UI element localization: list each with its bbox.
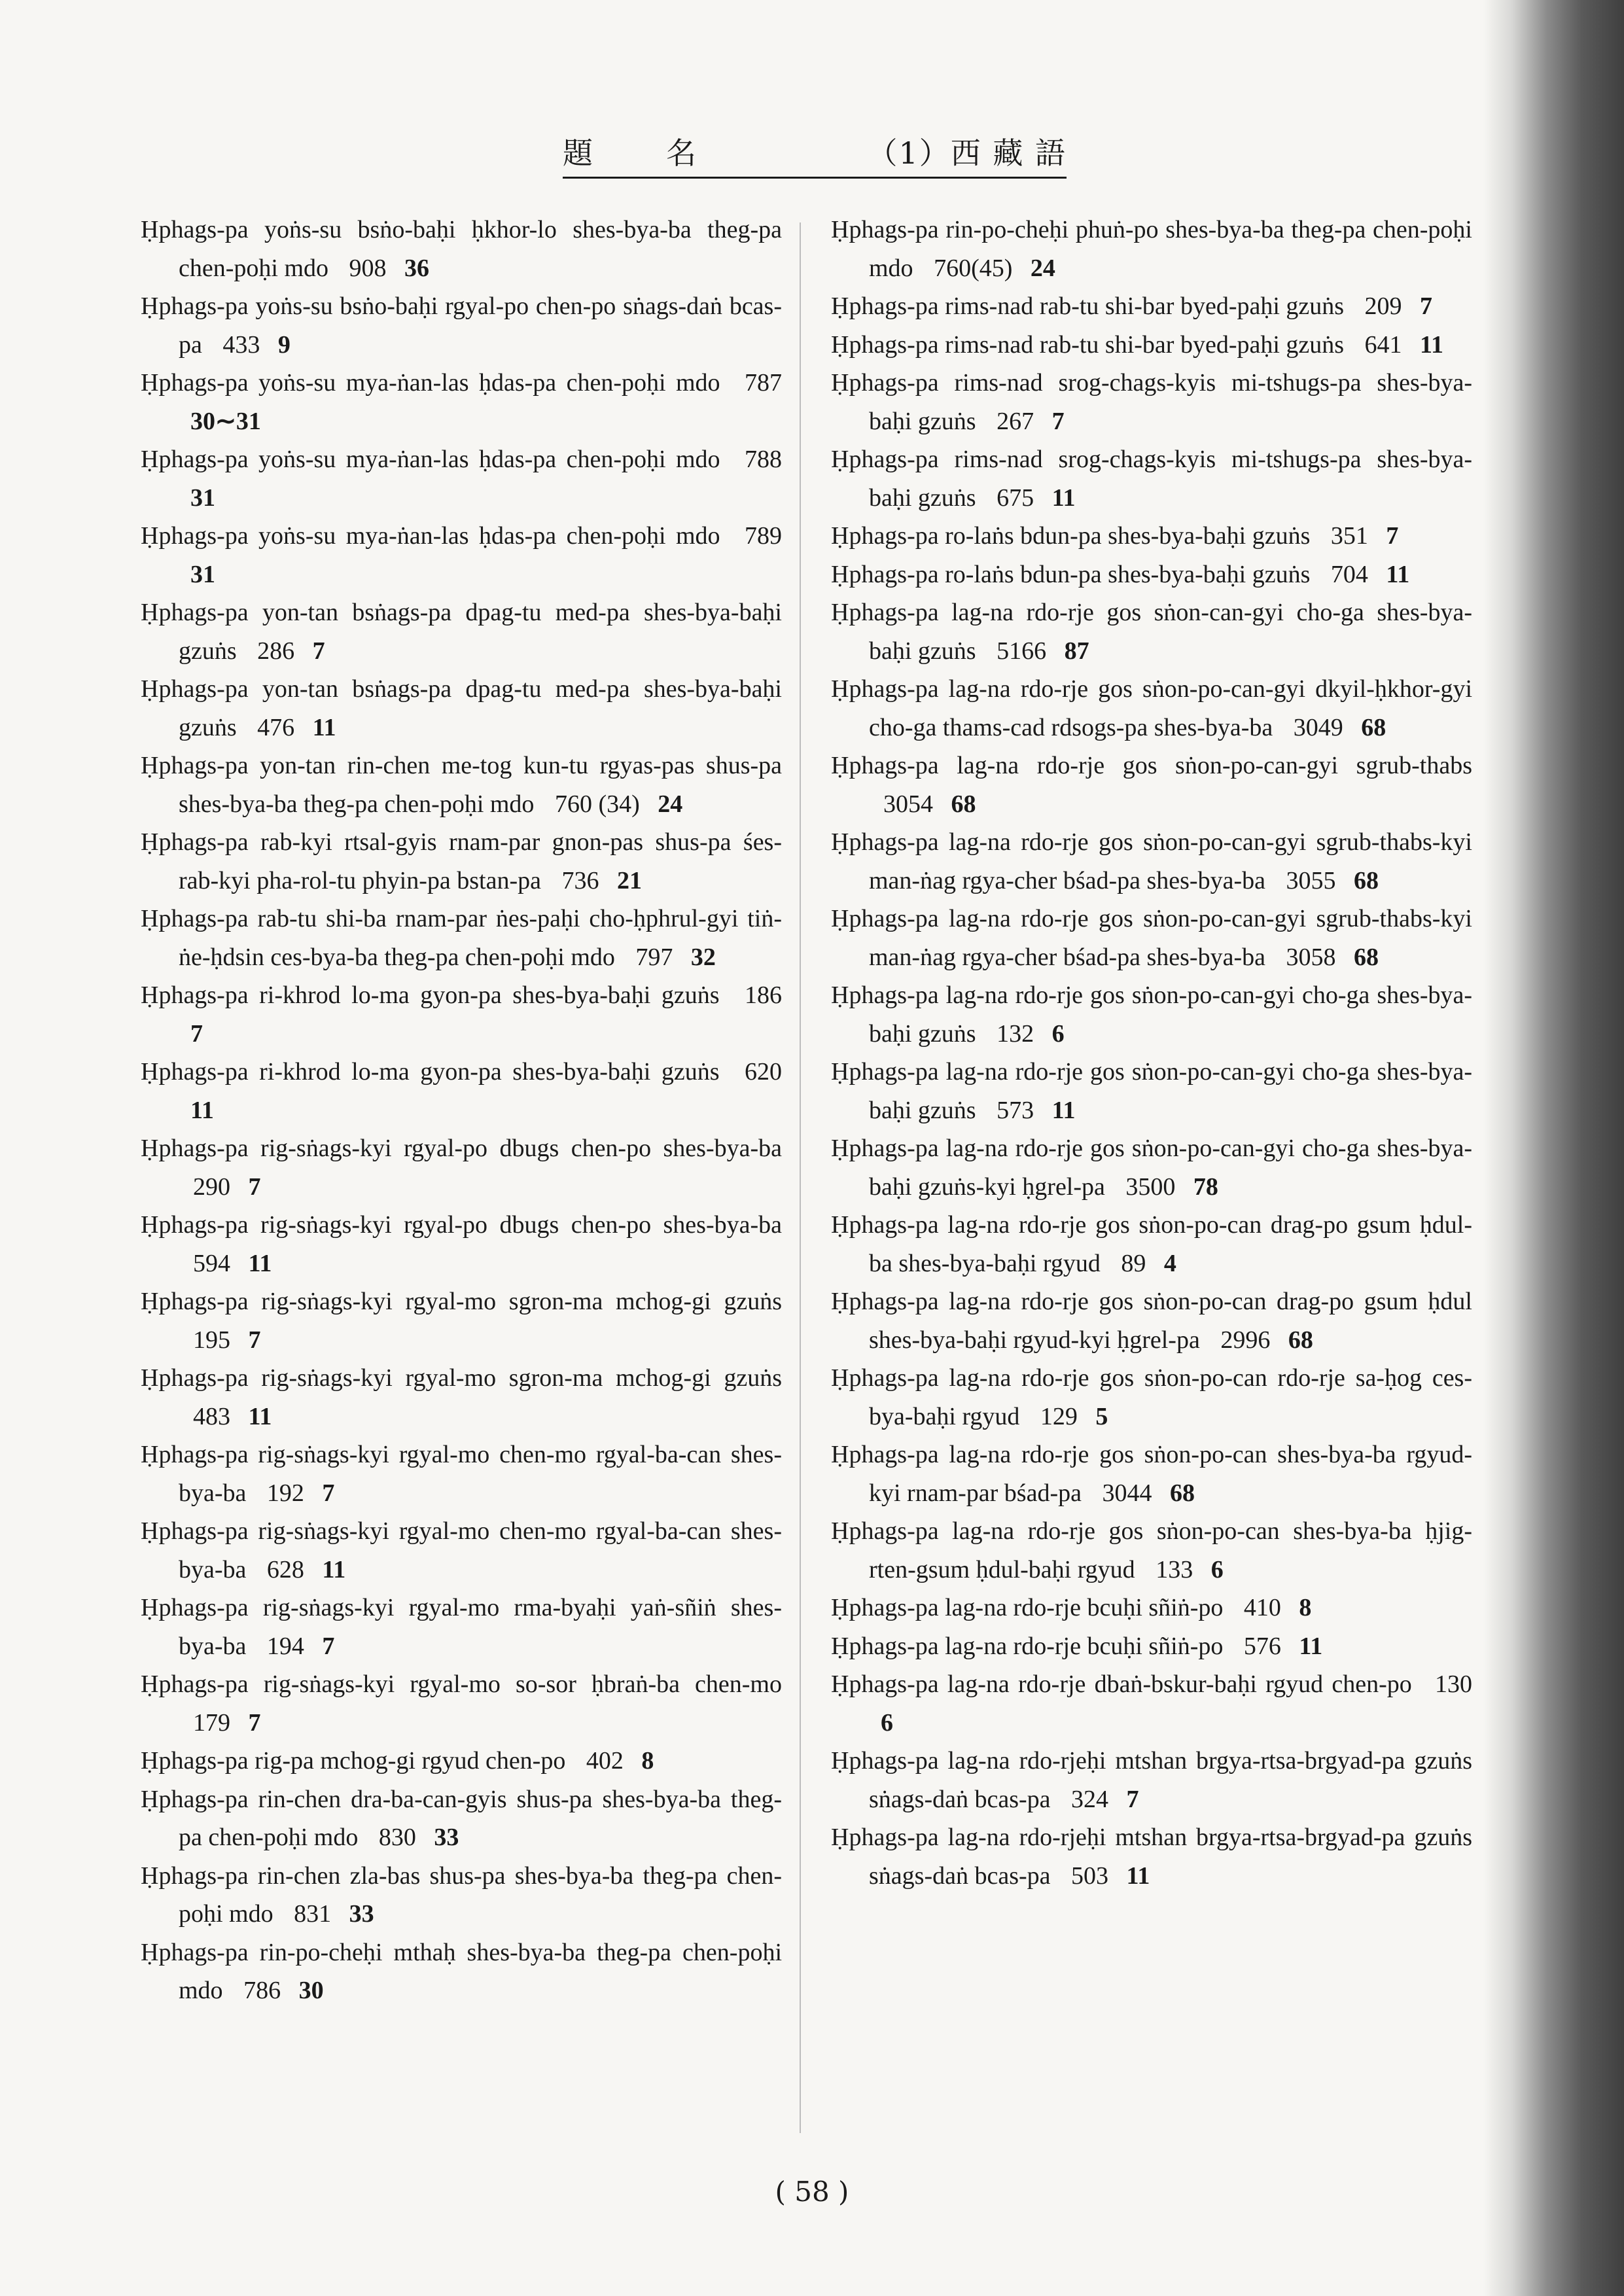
entry-volume-number: 7 <box>248 1173 261 1201</box>
entry-title: Ḥphags-pa rims-nad rab-tu shi-bar byed-paḥi gzuṅs <box>831 292 1345 320</box>
entry-title: Ḥphags-pa rig-sṅags-kyi rgyal-mo sgron-ma mchog-gi gzuṅs <box>141 1288 782 1315</box>
entry-title: Ḥphags-pa lag-na rdo-rje gos sṅon-po-can-gyi dkyil-ḥkhor-gyi cho-ga thams-cad rdsogs-pa shes-bya-ba <box>831 675 1472 741</box>
entry-title: Ḥphags-pa lag-na rdo-rje gos sṅon-po-can shes-bya-ba ḥjig-rten-gsum ḥdul-baḥi rgyud <box>831 1517 1472 1583</box>
entry-volume-number: 24 <box>1030 254 1055 282</box>
entry-ref-number: 628 <box>266 1555 304 1583</box>
entry-volume-number: 8 <box>1299 1594 1312 1621</box>
entry-ref-number: 130 <box>1435 1670 1472 1698</box>
entry-ref-number: 433 <box>222 330 260 359</box>
index-entry <box>831 1359 1472 1436</box>
index-entry <box>141 747 782 823</box>
entry-ref-number: 194 <box>266 1632 304 1660</box>
entry-title: Ḥphags-pa lag-na rdo-rje gos sṅon-can-gyi cho-ga shes-bya-baḥi gzuṅs <box>831 599 1472 665</box>
entry-title: Ḥphags-pa yoṅs-su bsṅo-baḥi ḥkhor-lo shes-bya-ba theg-pa chen-poḥi mdo <box>141 216 782 282</box>
header-title-part1: 題 <box>563 135 594 171</box>
entry-ref-number: 2996 <box>1220 1326 1271 1354</box>
entry-ref-number: 789 <box>745 522 783 550</box>
entry-ref-number: 324 <box>1071 1785 1109 1813</box>
entry-ref-number: 186 <box>745 981 782 1009</box>
index-entry <box>831 211 1472 287</box>
entry-ref-number: 573 <box>997 1096 1034 1124</box>
index-entry <box>831 1053 1472 1129</box>
index-entry <box>831 823 1472 900</box>
entry-ref-number: 410 <box>1243 1594 1281 1621</box>
entry-volume-number: 7 <box>312 637 325 665</box>
entry-volume-number: 5 <box>1095 1402 1108 1430</box>
right-column <box>831 211 1472 1895</box>
entry-title: Ḥphags-pa ro-laṅs bdun-pa shes-bya-baḥi gzuṅs <box>831 560 1311 588</box>
entry-ref-number: 3049 <box>1293 713 1343 741</box>
entry-title: Ḥphags-pa lag-na rdo-rje gos sṅon-po-can-gyi cho-ga shes-bya-baḥi gzuṅs-kyi ḥgrel-pa <box>831 1135 1472 1201</box>
entry-ref-number: 760 (34) <box>554 790 640 818</box>
entry-volume-number: 4 <box>1163 1249 1176 1277</box>
entry-ref-number: 3055 <box>1286 866 1336 894</box>
index-entry <box>141 1053 782 1129</box>
page-number: ( 58 ) <box>775 2176 849 2208</box>
entry-ref-number: 89 <box>1121 1249 1146 1277</box>
entry-volume-number: 11 <box>1420 330 1443 359</box>
entry-ref-number: 133 <box>1156 1555 1193 1583</box>
entry-volume-number: 11 <box>248 1249 272 1277</box>
entry-volume-number: 11 <box>1126 1862 1150 1890</box>
index-entry <box>141 440 782 517</box>
entry-title: Ḥphags-pa lag-na rdo-rje gos sṅon-po-can rdo-rje sa-ḥog ces-bya-baḥi rgyud <box>831 1364 1472 1430</box>
entry-volume-number: 11 <box>190 1096 214 1124</box>
entry-title: Ḥphags-pa lag-na rdo-rje bcuḥi sñiṅ-po <box>831 1632 1224 1660</box>
entry-title: Ḥphags-pa rab-tu shi-ba rnam-par ṅes-paḥi cho-ḥphrul-gyi tiṅ-ṅe-ḥdsin ces-bya-ba theg-pa chen-poḥi mdo <box>141 905 782 971</box>
index-entry <box>831 1818 1472 1895</box>
entry-title: Ḥphags-pa lag-na rdo-rje dbaṅ-bskur-baḥi rgyud chen-po <box>831 1670 1412 1698</box>
entry-volume-number: 68 <box>1353 866 1379 894</box>
index-entry <box>831 670 1472 747</box>
entry-title: Ḥphags-pa rin-po-cheḥi phuṅ-po shes-bya-ba theg-pa chen-poḥi mdo <box>831 216 1472 282</box>
entry-volume-number: 87 <box>1064 637 1089 665</box>
column-divider <box>800 222 801 2133</box>
entry-ref-number: 908 <box>349 254 387 282</box>
entry-title: Ḥphags-pa rims-nad srog-chags-kyis mi-tshugs-pa shes-bya-baḥi gzuṅs <box>831 369 1472 435</box>
entry-ref-number: 129 <box>1040 1402 1078 1430</box>
index-entry <box>141 287 782 364</box>
index-entry <box>141 1934 782 2010</box>
entry-volume-number: 24 <box>658 790 683 818</box>
index-entry <box>831 747 1472 823</box>
entry-title: Ḥphags-pa ro-laṅs bdun-pa shes-bya-baḥi gzuṅs <box>831 522 1311 550</box>
entry-title: Ḥphags-pa rig-sṅags-kyi rgyal-po dbugs chen-po shes-bya-ba <box>141 1211 782 1239</box>
entry-ref-number: 620 <box>745 1058 782 1086</box>
index-entry <box>141 1665 782 1742</box>
index-entry <box>831 517 1472 556</box>
entry-title: Ḥphags-pa yon-tan bsṅags-pa dpag-tu med-pa shes-bya-baḥi gzuṅs <box>141 675 782 741</box>
entry-title: Ḥphags-pa rin-chen dra-ba-can-gyis shus-pa shes-bya-ba theg-pa chen-poḥi mdo <box>141 1785 782 1851</box>
entry-ref-number: 787 <box>745 369 783 397</box>
index-entry <box>141 1206 782 1282</box>
entry-volume-number: 8 <box>641 1747 654 1775</box>
header-title <box>563 130 697 173</box>
scan-edge-shadow <box>1483 0 1624 2296</box>
entry-title: Ḥphags-pa rig-sṅags-kyi rgyal-mo chen-mo rgyal-ba-can shes-bya-ba <box>141 1441 782 1507</box>
entry-ref-number: 797 <box>635 943 673 971</box>
index-entry <box>831 593 1472 670</box>
index-entry <box>141 364 782 440</box>
entry-title: Ḥphags-pa yoṅs-su bsṅo-baḥi rgyal-po chen-po sṅags-daṅ bcas-pa <box>141 292 782 359</box>
entry-title: Ḥphags-pa lag-na rdo-rje gos sṅon-po-can-gyi sgrub-thabs-kyi man-ṅag rgya-cher bśad-pa shes-bya-ba <box>831 828 1472 894</box>
entry-title: Ḥphags-pa rig-sṅags-kyi rgyal-mo rma-byaḥi yaṅ-sñiṅ shes-bya-ba <box>141 1594 782 1660</box>
entry-ref-number: 3500 <box>1125 1173 1176 1201</box>
index-entry <box>141 1436 782 1512</box>
entry-volume-number: 31 <box>190 484 215 512</box>
index-entry <box>141 1359 782 1436</box>
entry-title: Ḥphags-pa lag-na rdo-rjeḥi mtshan brgya-rtsa-brgyad-pa gzuṅs sṅags-daṅ bcas-pa <box>831 1747 1472 1813</box>
entry-volume-number: 11 <box>1051 484 1076 512</box>
entry-volume-number: 7 <box>1420 292 1433 320</box>
entry-ref-number: 3054 <box>883 790 933 818</box>
entry-title: Ḥphags-pa rig-sṅags-kyi rgyal-mo so-sor ḥbraṅ-ba chen-mo <box>141 1670 782 1698</box>
entry-volume-number: 7 <box>190 1019 203 1048</box>
header-section: （1）西 藏 語 <box>867 135 1067 171</box>
left-column <box>141 211 782 2010</box>
entry-volume-number: 68 <box>1170 1479 1195 1507</box>
entry-title: Ḥphags-pa lag-na rdo-rjeḥi mtshan brgya-rtsa-brgyad-pa gzuṅs sṅags-daṅ bcas-pa <box>831 1824 1472 1890</box>
entry-ref-number: 831 <box>294 1900 332 1928</box>
entry-ref-number: 209 <box>1364 292 1402 320</box>
entry-title: Ḥphags-pa ri-khrod lo-ma gyon-pa shes-bya-baḥi gzuṅs <box>141 1058 720 1086</box>
entry-ref-number: 786 <box>243 1977 281 2004</box>
entry-volume-number: 7 <box>248 1708 261 1737</box>
page-header <box>563 128 1067 179</box>
entry-title: Ḥphags-pa lag-na rdo-rje gos sṅon-po-can shes-bya-ba rgyud-kyi rnam-par bśad-pa <box>831 1441 1472 1507</box>
entry-volume-number: 11 <box>248 1402 272 1430</box>
entry-volume-number: 11 <box>312 713 336 741</box>
entry-ref-number: 267 <box>997 407 1034 435</box>
entry-volume-number: 33 <box>434 1824 459 1851</box>
entry-volume-number: 68 <box>951 790 976 818</box>
entry-title: Ḥphags-pa rin-po-cheḥi mthaḥ shes-bya-ba theg-pa chen-poḥi mdo <box>141 1938 782 2004</box>
entry-title: Ḥphags-pa lag-na rdo-rje gos sṅon-po-can-gyi cho-ga shes-bya-baḥi gzuṅs <box>831 981 1472 1048</box>
entry-ref-number: 3058 <box>1286 943 1336 971</box>
entry-volume-number: 11 <box>1386 560 1410 588</box>
index-entry <box>831 1742 1472 1818</box>
entry-title: Ḥphags-pa lag-na rdo-rje gos sṅon-po-can-gyi sgrub-thabs <box>831 752 1472 779</box>
entry-title: Ḥphags-pa rab-kyi rtsal-gyis rnam-par gnon-pas shus-pa śes-rab-kyi pha-rol-tu phyin-pa bstan-pa <box>141 828 782 894</box>
index-entry <box>141 593 782 670</box>
index-entry <box>141 1512 782 1589</box>
entry-volume-number: 68 <box>1288 1326 1313 1354</box>
entry-volume-number: 11 <box>1299 1632 1323 1660</box>
entry-title: Ḥphags-pa rig-sṅags-kyi rgyal-po dbugs chen-po shes-bya-ba <box>141 1135 782 1162</box>
entry-title: Ḥphags-pa yon-tan bsṅags-pa dpag-tu med-pa shes-bya-baḥi gzuṅs <box>141 599 782 665</box>
index-entry <box>831 976 1472 1053</box>
entry-title: Ḥphags-pa rig-pa mchog-gi rgyud chen-po <box>141 1747 566 1775</box>
entry-title: Ḥphags-pa yoṅs-su mya-ṅan-las ḥdas-pa chen-poḥi mdo <box>141 369 720 397</box>
entry-volume-number: 30 <box>298 1977 324 2004</box>
header-title-part2: 名 <box>666 135 697 171</box>
entry-ref-number: 179 <box>193 1708 230 1737</box>
index-entry <box>141 211 782 287</box>
entry-ref-number: 195 <box>193 1326 230 1354</box>
index-entry <box>831 1665 1472 1742</box>
entry-ref-number: 760(45) <box>934 254 1013 282</box>
index-entry <box>141 1282 782 1359</box>
entry-title: Ḥphags-pa lag-na rdo-rje bcuḥi sñiṅ-po <box>831 1594 1224 1621</box>
index-entry <box>831 287 1472 326</box>
index-entry <box>831 1512 1472 1589</box>
entry-title: Ḥphags-pa yoṅs-su mya-ṅan-las ḥdas-pa chen-poḥi mdo <box>141 522 720 550</box>
entry-volume-number: 7 <box>1386 522 1399 550</box>
entry-ref-number: 3044 <box>1102 1479 1152 1507</box>
index-entry <box>141 1780 782 1857</box>
entry-volume-number: 33 <box>349 1900 374 1928</box>
index-entry <box>141 1589 782 1665</box>
index-entry <box>141 517 782 593</box>
entry-ref-number: 192 <box>266 1479 304 1507</box>
entry-title: Ḥphags-pa yoṅs-su mya-ṅan-las ḥdas-pa chen-poḥi mdo <box>141 446 720 473</box>
entry-ref-number: 290 <box>193 1173 230 1201</box>
entry-ref-number: 576 <box>1243 1632 1281 1660</box>
entry-volume-number: 7 <box>248 1326 261 1354</box>
entry-ref-number: 351 <box>1330 522 1368 550</box>
entry-volume-number: 30∼31 <box>190 407 261 435</box>
entry-ref-number: 641 <box>1364 330 1402 359</box>
entry-ref-number: 476 <box>257 713 295 741</box>
entry-volume-number: 6 <box>881 1708 893 1737</box>
entry-volume-number: 7 <box>1051 407 1065 435</box>
index-entry <box>141 1857 782 1934</box>
entry-title: Ḥphags-pa ri-khrod lo-ma gyon-pa shes-bya-baḥi gzuṅs <box>141 981 720 1009</box>
index-entry <box>831 900 1472 976</box>
entry-volume-number: 7 <box>322 1632 335 1660</box>
entry-ref-number: 483 <box>193 1402 230 1430</box>
entry-volume-number: 31 <box>190 560 215 588</box>
entry-ref-number: 132 <box>997 1019 1034 1048</box>
entry-title: Ḥphags-pa rims-nad srog-chags-kyis mi-tshugs-pa shes-bya-baḥi gzuṅs <box>831 446 1472 512</box>
index-entry <box>831 1129 1472 1206</box>
entry-ref-number: 788 <box>745 446 783 473</box>
index-entry <box>141 1742 782 1780</box>
entry-title: Ḥphags-pa lag-na rdo-rje gos sṅon-po-can-gyi cho-ga shes-bya-baḥi gzuṅs <box>831 1058 1472 1124</box>
entry-volume-number: 36 <box>404 254 430 282</box>
index-entry <box>831 326 1472 364</box>
entry-title: Ḥphags-pa lag-na rdo-rje gos sṅon-po-can-gyi sgrub-thabs-kyi man-ṅag rgya-cher bśad-pa shes-bya-ba <box>831 905 1472 971</box>
entry-ref-number: 736 <box>561 866 599 894</box>
entry-ref-number: 5166 <box>997 637 1047 665</box>
entry-volume-number: 32 <box>690 943 716 971</box>
entry-volume-number: 11 <box>322 1555 346 1583</box>
entry-volume-number: 21 <box>617 866 642 894</box>
entry-volume-number: 78 <box>1193 1173 1218 1201</box>
index-entry <box>831 364 1472 440</box>
entry-title: Ḥphags-pa rims-nad rab-tu shi-bar byed-paḥi gzuṅs <box>831 330 1345 359</box>
entry-volume-number: 68 <box>1353 943 1379 971</box>
entry-volume-number: 68 <box>1361 713 1386 741</box>
entry-volume-number: 11 <box>1051 1096 1076 1124</box>
entry-ref-number: 286 <box>257 637 295 665</box>
entry-volume-number: 7 <box>322 1479 335 1507</box>
index-entry <box>831 1282 1472 1359</box>
index-entry <box>141 900 782 976</box>
entry-volume-number: 9 <box>277 330 291 359</box>
entry-ref-number: 704 <box>1330 560 1368 588</box>
index-entry <box>831 1627 1472 1666</box>
index-entry <box>831 1589 1472 1627</box>
entry-title: Ḥphags-pa rin-chen zla-bas shus-pa shes-bya-ba theg-pa chen-poḥi mdo <box>141 1862 782 1928</box>
entry-title: Ḥphags-pa lag-na rdo-rje gos sṅon-po-can drag-po gsum ḥdul shes-bya-baḥi rgyud-kyi ḥgrel-pa <box>831 1288 1472 1354</box>
entry-volume-number: 6 <box>1210 1555 1224 1583</box>
entry-volume-number: 7 <box>1126 1785 1139 1813</box>
index-entry <box>831 440 1472 517</box>
entry-volume-number: 6 <box>1051 1019 1065 1048</box>
index-entry <box>831 556 1472 594</box>
entry-title: Ḥphags-pa rig-sṅags-kyi rgyal-mo chen-mo rgyal-ba-can shes-bya-ba <box>141 1517 782 1583</box>
index-entry <box>141 976 782 1053</box>
entry-ref-number: 402 <box>586 1747 624 1775</box>
entry-ref-number: 594 <box>193 1249 230 1277</box>
index-entry <box>831 1206 1472 1282</box>
entry-title: Ḥphags-pa yon-tan rin-chen me-tog kun-tu rgyas-pas shus-pa shes-bya-ba theg-pa chen-poḥi mdo <box>141 752 782 818</box>
index-entry <box>141 1129 782 1206</box>
entry-title: Ḥphags-pa rig-sṅags-kyi rgyal-mo sgron-ma mchog-gi gzuṅs <box>141 1364 782 1392</box>
entry-ref-number: 830 <box>378 1824 416 1851</box>
index-entry <box>141 823 782 900</box>
index-entry <box>141 670 782 747</box>
entry-title: Ḥphags-pa lag-na rdo-rje gos sṅon-po-can drag-po gsum ḥdul-ba shes-bya-baḥi rgyud <box>831 1211 1472 1277</box>
entry-ref-number: 503 <box>1071 1862 1109 1890</box>
entry-ref-number: 675 <box>997 484 1034 512</box>
index-entry <box>831 1436 1472 1512</box>
